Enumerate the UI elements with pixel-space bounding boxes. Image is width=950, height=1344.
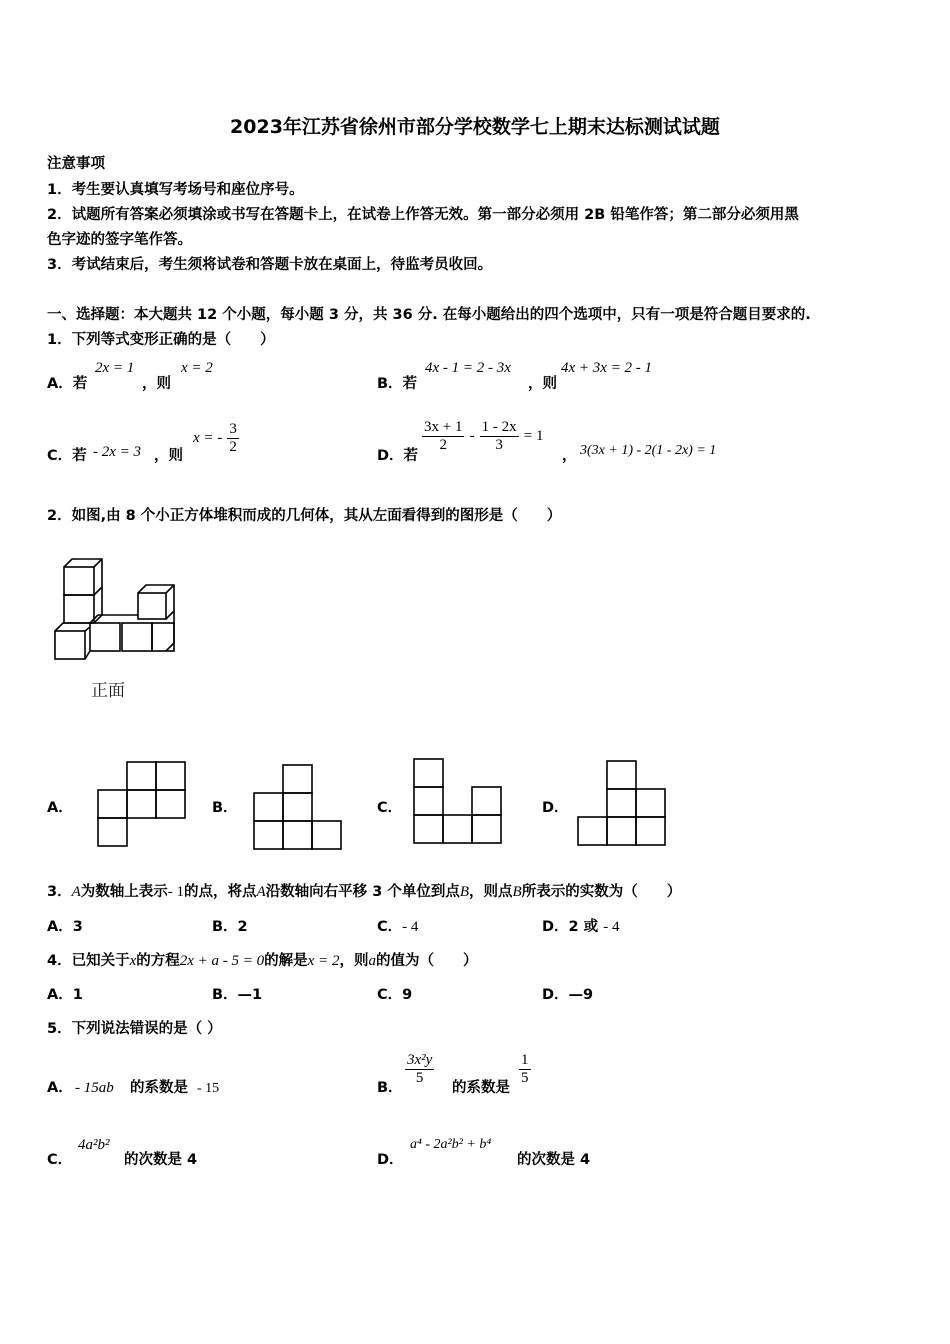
q2-solid-figure bbox=[50, 555, 180, 665]
q1-option-d-n1: 3x + 1 bbox=[424, 419, 463, 435]
q5-option-b-vden: 5 bbox=[521, 1070, 529, 1086]
q1-option-c-label: C．若 bbox=[47, 448, 87, 464]
notice-item-2: 2．试题所有答案必须填涂或书写在答题卡上，在试卷上作答无效。第一部分必须用 2B 铅笔作答；第二部分必须用黑 bbox=[47, 207, 799, 223]
q5-option-a-text: 的系数是 bbox=[130, 1080, 188, 1096]
q3-option-d[interactable] bbox=[542, 915, 620, 936]
q5-option-d-expr: a⁴ - 2a²b² + b⁴ bbox=[410, 1137, 492, 1152]
q3-option-b[interactable]: B．2 bbox=[212, 919, 248, 935]
q1-option-b-then: ，则 bbox=[528, 376, 557, 392]
q1-option-c-num: 3 bbox=[229, 421, 237, 437]
q2-option-c-label[interactable]: C． bbox=[377, 800, 403, 816]
q1-option-c-then: ，则 bbox=[154, 448, 183, 464]
q4-s3: 的解是 bbox=[264, 953, 308, 969]
q2-option-d-figure[interactable] bbox=[576, 759, 668, 847]
q2-option-a-label[interactable]: A． bbox=[47, 800, 73, 816]
q5-option-c-text: 的次数是 4 bbox=[124, 1152, 198, 1168]
notice-heading: 注意事项 bbox=[47, 156, 105, 172]
q2-stem: 2．如图,由 8 个小正方体堆积而成的几何体，其从左面看得到的图形是（ ） bbox=[47, 508, 562, 524]
q1-option-b-eq1: 4x - 1 = 2 - 3x bbox=[425, 360, 511, 376]
q1-option-d-then: ， bbox=[562, 448, 577, 464]
q4-stem bbox=[47, 949, 477, 970]
q1-option-a-label: A．若 bbox=[47, 376, 88, 392]
q3-s1: 3． bbox=[47, 884, 72, 900]
q4-option-b[interactable]: B．—1 bbox=[212, 987, 263, 1003]
notice-item-3: 3．考试结束后，考生须将试卷和答题卡放在桌面上，待监考员收回。 bbox=[47, 257, 493, 273]
notice-item-2-cont: 色字迹的签字笔作答。 bbox=[47, 232, 192, 248]
q3-s3: 的点，将点 bbox=[184, 884, 257, 900]
q3-var-a: A bbox=[71, 884, 81, 900]
page-title: 2023年江苏省徐州市部分学校数学七上期末达标测试试题 bbox=[230, 116, 720, 138]
q1-option-a-eq2: x = 2 bbox=[181, 360, 213, 376]
q1-option-b-label: B．若 bbox=[377, 376, 418, 392]
q3-s5: ，则点 bbox=[469, 884, 513, 900]
q1-option-d-d1: 2 bbox=[439, 437, 447, 453]
q1-option-d-n2: 1 - 2x bbox=[481, 419, 517, 435]
q5-stem: 5．下列说法错误的是（ ） bbox=[47, 1021, 222, 1037]
q2-front-label: 正面 bbox=[91, 681, 125, 701]
q5-option-b-den: 5 bbox=[415, 1070, 424, 1086]
q3-neg1: - 1 bbox=[167, 884, 185, 900]
q3-option-c[interactable] bbox=[377, 915, 418, 936]
q2-option-d-label[interactable]: D． bbox=[542, 800, 569, 816]
q3-option-d-label: D．2 或 bbox=[542, 919, 599, 935]
q4-option-d[interactable]: D．—9 bbox=[542, 987, 594, 1003]
q1-option-a-eq1: 2x = 1 bbox=[95, 360, 135, 376]
q5-option-b-val bbox=[519, 1052, 531, 1087]
q1-option-d-label: D．若 bbox=[377, 448, 419, 464]
q1-option-d-eq: = 1 bbox=[523, 428, 544, 444]
q3-var-b: B bbox=[459, 884, 470, 900]
q5-option-b-num: 3x²y bbox=[407, 1052, 433, 1068]
q5-option-c-expr: 4a²b² bbox=[78, 1137, 110, 1153]
q4-solution: x = 2 bbox=[307, 953, 340, 969]
q3-s4: 沿数轴向右平移 3 个单位到点 bbox=[265, 884, 460, 900]
q2-option-b-label[interactable]: B． bbox=[212, 800, 238, 816]
q5-option-b-vnum: 1 bbox=[521, 1052, 529, 1068]
q5-option-b-text: 的系数是 bbox=[452, 1080, 510, 1096]
q4-s1: 4．已知关于 bbox=[47, 953, 130, 969]
q3-var-b2: B bbox=[512, 884, 522, 900]
q1-option-c-eq1: - 2x = 3 bbox=[93, 444, 142, 460]
q4-s4: ，则 bbox=[339, 953, 369, 969]
q4-var-a: a bbox=[368, 953, 376, 969]
q5-option-c-label[interactable]: C． bbox=[47, 1152, 73, 1168]
q1-option-c-eq2 bbox=[193, 421, 239, 456]
q5-option-d-text: 的次数是 4 bbox=[517, 1152, 591, 1168]
q5-option-b-label[interactable]: B． bbox=[377, 1080, 403, 1096]
q5-option-a-val: - 15 bbox=[197, 1081, 220, 1096]
notice-item-1: 1．考生要认真填写考场号和座位序号。 bbox=[47, 182, 304, 198]
q1-option-d-eq1 bbox=[422, 419, 543, 454]
q5-option-b-frac bbox=[405, 1052, 434, 1087]
q3-var-a2: A bbox=[256, 884, 266, 900]
q3-s6: 所表示的实数为（ ） bbox=[521, 884, 682, 900]
q1-option-d-eq2: 3(3x + 1) - 2(1 - 2x) = 1 bbox=[580, 443, 717, 458]
q3-option-d-val: - 4 bbox=[603, 919, 620, 935]
q3-option-c-label: C． bbox=[377, 919, 403, 935]
section-heading: 一、选择题：本大题共 12 个小题，每小题 3 分，共 36 分. 在每小题给出的四个选项中，只有一项是符合题目要求的. bbox=[47, 307, 811, 323]
q4-option-c[interactable]: C．9 bbox=[377, 987, 413, 1003]
q4-var-x: x bbox=[129, 953, 137, 969]
q2-option-c-figure[interactable] bbox=[412, 757, 504, 845]
q4-equation: 2x + a - 5 = 0 bbox=[179, 953, 265, 969]
q4-s2: 的方程 bbox=[136, 953, 180, 969]
q4-s5: 的值为（ ） bbox=[375, 953, 478, 969]
q1-option-b-eq2: 4x + 3x = 2 - 1 bbox=[561, 360, 653, 376]
q3-stem bbox=[47, 880, 681, 901]
q3-s2: 为数轴上表示 bbox=[80, 884, 168, 900]
q3-option-c-val: - 4 bbox=[402, 919, 419, 935]
q5-option-a-expr: - 15ab bbox=[75, 1080, 114, 1096]
q5-option-a-label[interactable]: A． bbox=[47, 1080, 73, 1096]
q1-stem: 1．下列等式变形正确的是（ ） bbox=[47, 332, 275, 348]
q1-option-c-eq2-lhs: x = - bbox=[193, 430, 223, 446]
q1-option-c-den: 2 bbox=[229, 439, 237, 455]
q3-option-a[interactable]: A．3 bbox=[47, 919, 83, 935]
q1-option-a-then: ，则 bbox=[142, 376, 171, 392]
q1-option-d-d2: 3 bbox=[495, 437, 503, 453]
q5-option-d-label[interactable]: D． bbox=[377, 1152, 404, 1168]
q1-option-d-minus: - bbox=[469, 428, 475, 444]
q2-option-b-figure[interactable] bbox=[252, 763, 344, 851]
q2-option-a-figure[interactable] bbox=[96, 760, 188, 848]
q4-option-a[interactable]: A．1 bbox=[47, 987, 83, 1003]
